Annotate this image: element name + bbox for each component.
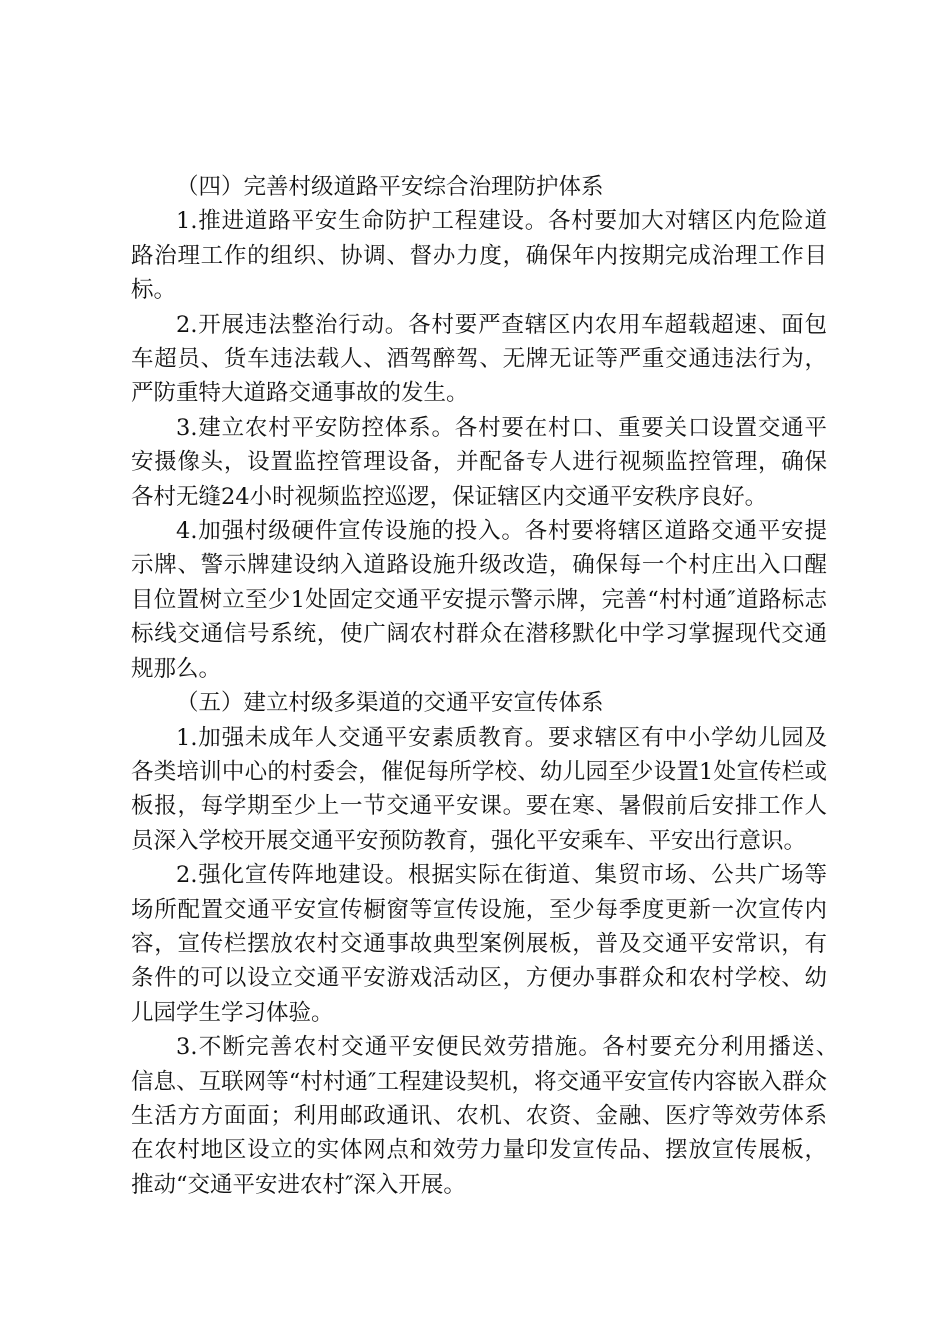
section-heading-5: （五）建立村级多渠道的交通平安宣传体系	[176, 690, 604, 717]
paragraph-5-2: 2.强化宣传阵地建设。根据实际在街道、集贸市场、公共广场等场所配置交通平安宣传橱窗等宣传设施，至少每季度更新一次宣传内容，宣传栏摆放农村交通事故典型案例展板，普及交通平安常识，有条件的可以设立交通平安游戏活动区，方便办事群众和农村学校、幼儿园学生学习体验。	[131, 862, 827, 1026]
paragraph-4-2: 2.开展违法整治行动。各村要严查辖区内农用车超载超速、面包车超员、货车违法载人、酒驾醉驾、无牌无证等严重交通违法行为，严防重特大道路交通事故的发生。	[131, 311, 827, 407]
section-heading-4: （四）完善村级道路平安综合治理防护体系	[176, 174, 604, 200]
paragraph-5-3: 3.不断完善农村交通平安便民效劳措施。各村要充分利用播送、 信息、互联网等“村村通″工程建设契机，将交通平安宣传内容嵌入群众生活方方面面；利用邮政通讯、农机、农资、金融、医疗等效劳体系在农村地区设立的实体网点和效劳力量印发宣传品、摆放宣传展板，推动“交通平安进农村″深入开展。	[131, 1034, 873, 1198]
paragraph-4-4: 4.加强村级硬件宣传设施的投入。各村要将辖区道路交通平安提示牌、警示牌建设纳入道路设施升级改造，确保每一个村庄出入口醒目位置树立至少1处固定交通平安提示警示牌，完善“村村通″道路标志标线交通信号系统，使广阔农村群众在潜移默化中学习掌握现代交通规那么。	[131, 518, 827, 682]
document-body	[131, 170, 873, 1202]
paragraph-5-1: 1.加强未成年人交通平安素质教育。要求辖区有中小学幼儿园及各类培训中心的村委会，催促每所学校、幼儿园至少设置1处宣传栏或板报，每学期至少上一节交通平安课。要在寒、暑假前后安排工作人员深入学校开展交通平安预防教育，强化平安乘车、平安出行意识。	[131, 724, 827, 854]
paragraph-4-1: 1.推进道路平安生命防护工程建设。各村要加大对辖区内危险道路治理工作的组织、协调、督办力度，确保年内按期完成治理工作目标。	[131, 208, 827, 304]
paragraph-4-3: 3.建立农村平安防控体系。各村要在村口、重要关口设置交通平安摄像头，设置监控管理设备，并配备专人进行视频监控管理，确保各村无缝24小时视频监控巡逻，保证辖区内交通平安秩序良好。	[131, 414, 827, 510]
